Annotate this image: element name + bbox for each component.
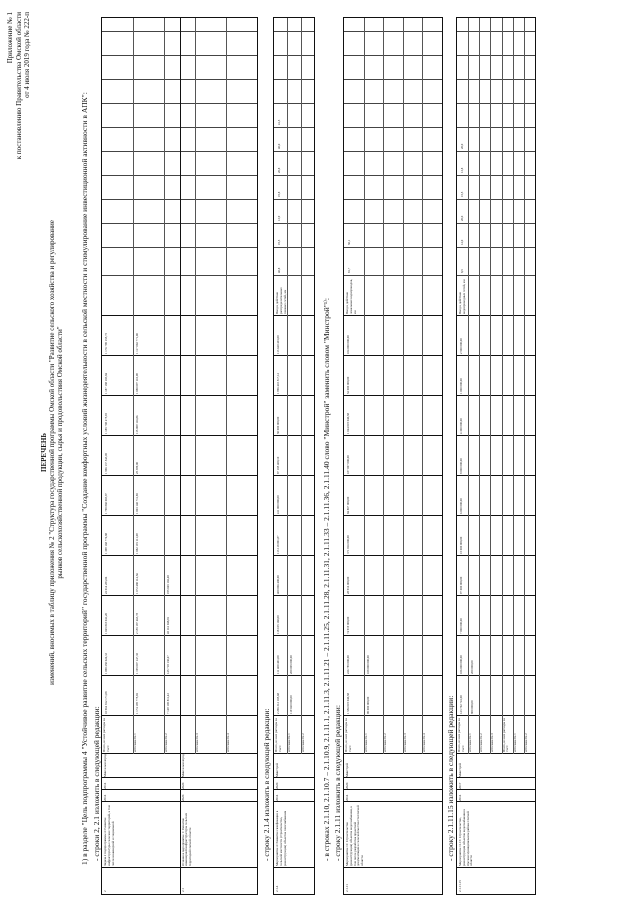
amount-value: 1 399 168 776,88 (104, 533, 108, 554)
table-row-line (364, 18, 365, 754)
table-col-line (344, 79, 442, 80)
amount-value: 1 025 818 041,20 (104, 613, 108, 634)
amount-value: 111 400 401,00 (276, 655, 280, 674)
table-col-line (344, 175, 442, 176)
amount-value: 22 014 283,06 (104, 576, 108, 594)
instruction-5: - строку 2.1.11.15 изложить в следующей редакции: (446, 695, 455, 861)
amount-value: 195 045 102,48 (166, 575, 170, 594)
table-col-line (457, 801, 535, 802)
amount-value: 28 916 000,00 (346, 576, 350, 594)
funding-source: источник № 2 (383, 733, 388, 752)
indicator-value: 13,9 (277, 215, 281, 221)
indicator-name: Ввод в действие локальных водопроводов, км (345, 278, 357, 314)
amount-value: 74 919 000,00 (346, 616, 350, 634)
table-row-line (502, 18, 503, 754)
amount-value: 15 000 000,00 (459, 536, 463, 554)
indicator-value: 8,5 (460, 269, 464, 273)
table-row-line (133, 18, 134, 754)
row-description: Задача 2 подпрограммы 4: Развитие инфраструктуры сельских территорий, в том числе инженерной и социальной (103, 805, 115, 866)
table-col-line (457, 777, 535, 778)
row-description: Мероприятие 11.15: Строительство, реконструкция объектов водоснабжения в Омском муниципальном районе Омской области (458, 809, 474, 866)
row-number: 2.1.4 (275, 885, 279, 892)
amount-value: 25 399,00 (135, 462, 139, 474)
amount-value: 1 187 188 183,84 (104, 373, 108, 394)
indicator-value: 20,0 (460, 215, 464, 221)
agency: Минстрой (275, 763, 279, 777)
indicator-value: 81,7 (347, 267, 351, 273)
amount-value: 187 007 000,00 (346, 455, 350, 474)
table-row-line (513, 18, 514, 754)
amount-value: 10 962 812 171,08 (104, 691, 108, 714)
funding-source: источник № 4 (422, 733, 427, 752)
instruction-1: - строки 2, 2.1 изложить в следующей редакции: (92, 706, 101, 861)
table-col-line (344, 635, 442, 636)
table-col-line (344, 595, 442, 596)
amount-value: 50 000 000,00 (276, 416, 280, 434)
indicator-value: 40,0 (277, 143, 281, 149)
agency: Минстрой (345, 763, 349, 777)
instruction-2: - строку 2.1.4 изложить в следующей редакции: (262, 708, 271, 861)
table-row-line (301, 18, 302, 754)
funding-source: источник № 3 (195, 733, 199, 752)
table-col-line (274, 151, 314, 152)
amount-value: 1 790 860 003,87 (104, 493, 108, 514)
funding-source: Всего, из них расходы за счет: (102, 718, 110, 752)
amount-value: 45 116 048,81 (166, 616, 170, 634)
table-col-line (344, 223, 442, 224)
amount-value: 800 000,00 (470, 700, 475, 714)
table-row-line (403, 18, 404, 754)
start-year: 2020 (180, 794, 185, 801)
funding-source: источник № 3 (490, 733, 495, 752)
amount-value: 113 118 801,87 (276, 535, 280, 554)
funding-source: источник № 2 (164, 733, 168, 752)
table-4 (456, 17, 536, 895)
table-col-line (274, 355, 314, 356)
amount-value: 119 020 000,00 (289, 695, 294, 714)
row-number: 2.1 (180, 888, 185, 892)
indicator-value: 50,1 (347, 239, 351, 245)
row-description: Основное мероприятие 1: Развитие инженерной инфраструктуры сельских территорий Омской области (180, 812, 193, 866)
table-col-line (344, 355, 442, 356)
indicator-value: 40,8 (277, 267, 281, 273)
amount-value: 1 596 137 543,05 (104, 453, 108, 474)
table-col-line (274, 275, 314, 276)
amount-value: 97 000 000,00 (459, 576, 463, 594)
end-year: 2020 (275, 782, 279, 789)
funding-source: источник № 2 (523, 733, 528, 752)
table-row-line (524, 18, 525, 754)
table-col-line (344, 801, 442, 802)
table-col-line (344, 435, 442, 436)
funding-source: источник № 1 (133, 733, 137, 752)
instruction-3: - в строках 2.1.10, 2.1.10.7 – 2.1.10.9, 2.1.11.1, 2.1.11.3, 2.1.11.21 – 2.1.11.25, 2.1.11.28, 2.1.11.31, 2.1.11.33 – 2.1.11.36, 2.1.11.40 слово "Минстрой" заменить словом "Минстрой"¹⁾: (322, 297, 331, 861)
table-col-line (344, 789, 442, 790)
table-col-line (274, 103, 314, 104)
amount-value: 1 185 708 275,93 (104, 413, 108, 434)
table-row-line (479, 18, 480, 754)
amount-value: 84 807 000,00 (346, 496, 350, 514)
row-description: Мероприятие 4: Развитие газификации в сельской местности (строительство, реконструкция) объектов газоснабжения (275, 810, 287, 866)
appendix-header (6, 12, 32, 159)
indicator-value: 13,8 (460, 167, 464, 173)
amount-value: 87 185 400,10 (276, 456, 280, 474)
amount-value: 411 000 800,00 (276, 495, 280, 514)
funding-source: источник № 2 (300, 733, 305, 752)
amount-value: 2 155 187 263,78 (135, 613, 139, 634)
table-3 (343, 17, 443, 895)
table-col-line (344, 715, 442, 716)
row-description: Мероприятие 11: Строительство (реконструкция) объектов водоснабжения, в том числе разработка проектной документации в сельской местности Омской области (345, 805, 365, 866)
table-col-line (274, 199, 314, 200)
instruction-4: - строку 2.1.11 изложить в следующей редакции: (333, 705, 342, 861)
table-col-line (344, 753, 442, 754)
amount-value: 1 556 019 040,58 (346, 693, 350, 714)
table-row-line (226, 18, 227, 754)
row-number: 2 (103, 890, 107, 892)
amount-value: 2 500 000,00 (459, 338, 463, 354)
table-col-line (274, 175, 314, 176)
table-row-line (468, 18, 469, 754)
amount-value: 1 072 480 112,56 (135, 573, 139, 594)
table-col-line (344, 55, 442, 56)
table-col-line (274, 753, 314, 754)
doc-title-main: ПЕРЕЧЕНЬ (40, 433, 48, 472)
table-col-line (274, 31, 314, 32)
amount-value: 1 003 140 711,85 (135, 493, 139, 514)
amount-value: 1 080 097 110,09 (135, 373, 139, 394)
funding-source: Всего, из них расходы за счет: (274, 718, 282, 752)
amount-value: 1 000 000,00 (459, 378, 463, 394)
amount-value: 52 000 000,00 (346, 376, 350, 394)
amount-value: 1 082 191 111,09 (135, 533, 139, 554)
row-number: 2.1.11 (345, 884, 349, 892)
table-col-line (344, 777, 442, 778)
amount-value: 90 000 000,00 (365, 696, 370, 714)
agency: Минстрой (458, 763, 462, 777)
start-year: 2014 (275, 794, 279, 801)
start-year: 2014 (103, 794, 107, 801)
table-col-line (344, 127, 442, 128)
amount-value: 7 000 000,00 (459, 618, 463, 634)
table-col-line (344, 315, 442, 316)
end-year: 2017 (458, 782, 462, 789)
doc-title (40, 0, 64, 905)
indicator-value: 19,5 (277, 239, 281, 245)
amount-value: 125 718 130,67 (166, 655, 170, 674)
table-col-line (274, 801, 314, 802)
appendix-decree: к постановлению Правительства Омской области (14, 12, 23, 160)
amount-value: 1 176 790 155,75 (104, 333, 108, 354)
funding-source: источник № 3 (402, 733, 407, 752)
table-col-line (274, 79, 314, 80)
table-col-line (457, 789, 535, 790)
table-col-line (274, 247, 314, 248)
amount-value: 7 129 105 811,43 (166, 693, 170, 714)
amount-value: 1 024 019 040,58 (346, 413, 350, 434)
amount-value: 118 105 160,00 (276, 615, 280, 634)
table-col-line (344, 555, 442, 556)
table-row-line (490, 18, 491, 754)
table-col-line (274, 635, 314, 636)
amount-value: 1 996 410 517,12 (276, 373, 280, 394)
start-year: 2014 (458, 794, 462, 801)
indicator-value: 19,8 (277, 191, 281, 197)
amount-value: 104 000 000,00 (346, 335, 350, 354)
table-col-line (344, 675, 442, 676)
table-col-line (274, 127, 314, 128)
funding-source: Всего, из них расходы за счет: (457, 718, 465, 752)
indicator-value: 15,5 (460, 191, 464, 197)
end-year: 2014 (103, 782, 107, 789)
table-col-line (274, 595, 314, 596)
amount-value: 113 620 401,00 (276, 335, 280, 354)
table-row-line (383, 18, 384, 754)
table-col-line (344, 199, 442, 200)
indicator-value: 12,0 (460, 239, 464, 245)
table-col-line (274, 435, 314, 436)
table-col-line (274, 715, 314, 716)
intro-text: 1) в разделе "Цель подпрограммы 4 "Устойчивое развитие сельских территорий" государственной программы "Создание комфортных условий жизнедеятельности в сельской местности и стимулирование инвестиционной активности в АПК": (80, 92, 89, 865)
amount-value: 6 000 000,00 (459, 498, 463, 514)
amount-value: 1 117 002 771,00 (135, 333, 139, 354)
row-number: 2.1.11.15 (458, 880, 462, 892)
indicator-value: 20,8 (277, 167, 281, 173)
table-2 (273, 17, 315, 895)
table-col-line (274, 395, 314, 396)
indicator-value: 20,0 (460, 143, 464, 149)
funding-source: источник № 1 (363, 733, 368, 752)
funding-source: источник № 1 (468, 733, 473, 752)
appendix-number: Приложение № 1 (6, 12, 14, 64)
table-col-line (344, 103, 442, 104)
funding-source: источник № 2 (479, 733, 484, 752)
table-col-line (274, 675, 314, 676)
table-row-line (422, 18, 423, 754)
table-col-line (344, 867, 442, 868)
amount-value: 108 000 000,00 (365, 655, 370, 674)
funding-source: источник № 1 (287, 733, 292, 752)
funding-source: источник № 1 (512, 733, 517, 752)
table-col-line (274, 315, 314, 316)
table-col-line (274, 555, 314, 556)
indicator-name: Ввод в действие распределительных газовых сетей, км (275, 287, 287, 314)
agency: Минсельхозпрод (103, 754, 107, 777)
table-col-line (274, 789, 314, 790)
table-row-line (164, 18, 165, 754)
table-col-line (344, 31, 442, 32)
table-1 (101, 17, 258, 895)
table-col-line (344, 247, 442, 248)
agency: Минсельхозпрод (180, 754, 185, 777)
end-year: 2020 (180, 782, 185, 789)
amount-value: 2 296 312 105,68 (276, 693, 280, 714)
funding-source: Всего, из них расходы за счет: (501, 718, 510, 752)
table-col-line (274, 867, 314, 868)
table-col-line (457, 867, 535, 868)
table-col-line (274, 223, 314, 224)
doc-title-line1: изменений, вносимых в таблицу приложения № 2 "Структура государственной программы Омской области "Развитие сельского хозяйства и регулирование (48, 220, 56, 685)
amount-value: 200 005 000,00 (289, 655, 294, 674)
amount-value: 115 009 116,86 (135, 415, 139, 434)
start-year: 2014 (345, 794, 349, 801)
amount-value: 8 000 000,00 (459, 458, 463, 474)
table-col-line (344, 395, 442, 396)
table-col-line (274, 55, 314, 56)
table-row-line (195, 18, 196, 754)
appendix-date: от 4 июля 2019 года № 222-п (23, 12, 31, 98)
funding-source: Всего, из них расходы за счет: (344, 718, 352, 752)
indicator-name: Ввод в действие водопроводных сетей, км (458, 279, 466, 314)
table-col-line (344, 475, 442, 476)
table-col-line (274, 515, 314, 516)
table-col-line (344, 515, 442, 516)
amount-value: 123 702 741,00 (459, 695, 463, 714)
table-row-line (287, 18, 288, 754)
amount-value: 371 816 000,00 (346, 535, 350, 554)
doc-title-line2: рынков сельскохозяйственной продукции, сырья и продовольствия Омской области" (56, 326, 64, 579)
indicator-value: 41,5 (277, 119, 281, 125)
funding-source: источник № 4 (226, 733, 230, 752)
end-year: 2020 (345, 782, 349, 789)
amount-value: 1 174 195 775,92 (135, 693, 139, 714)
amount-value: 1 090 250 024,33 (104, 653, 108, 674)
amount-value: 1 195 007 147,35 (135, 653, 139, 674)
amount-value: 226 785 000,00 (346, 655, 350, 674)
amount-value: 200 000,00 (470, 660, 475, 674)
table-col-line (344, 275, 442, 276)
amount-value: 4 300 000,00 (459, 418, 463, 434)
table-col-line (274, 777, 314, 778)
table-col-line (274, 475, 314, 476)
table-col-line (344, 151, 442, 152)
amount-value: 106 000 000,00 (459, 655, 463, 674)
amount-value: 400 006 400,00 (276, 575, 280, 594)
